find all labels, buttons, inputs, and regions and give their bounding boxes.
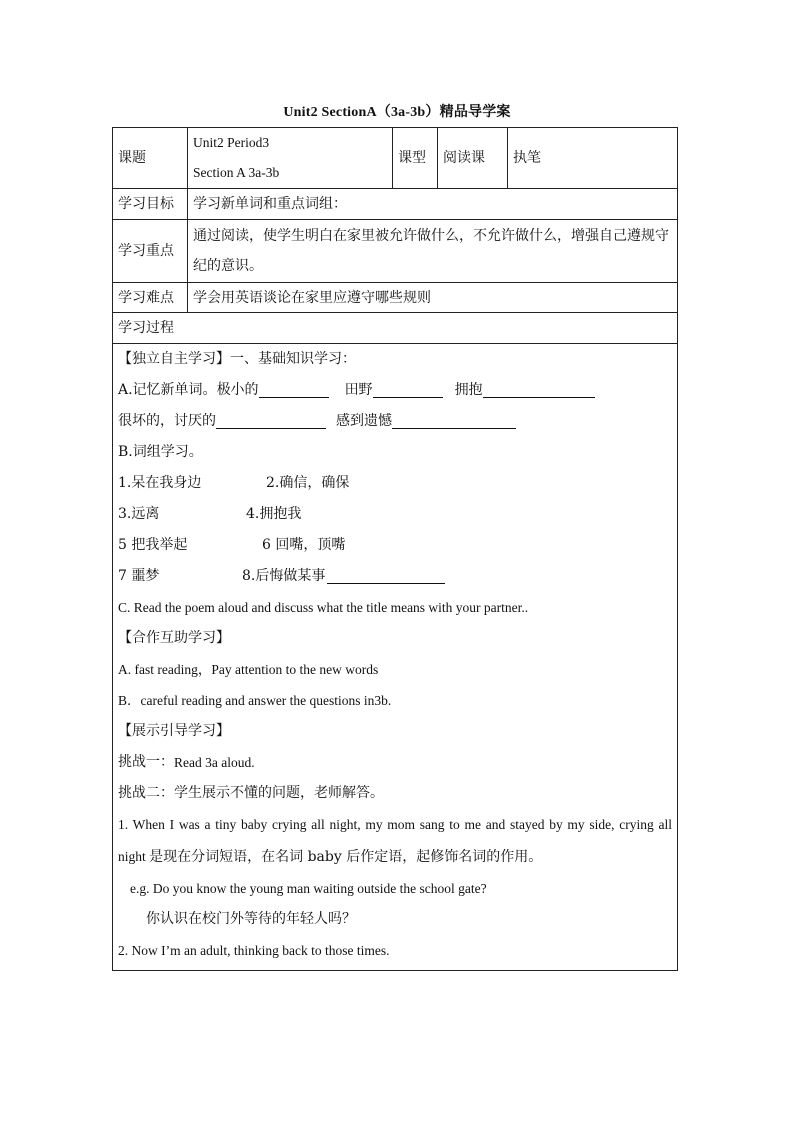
topic-value xyxy=(188,128,393,189)
phrase-2: 2.确信，确保 xyxy=(266,475,350,491)
phrase-3: 3.远离 xyxy=(118,506,160,522)
word-hug: 拥抱 xyxy=(454,382,483,398)
phrase-4: 4.拥抱我 xyxy=(246,506,302,522)
phrases-line-2 xyxy=(118,499,672,530)
type-value: 阅读课 xyxy=(438,128,508,189)
phrases-line-4 xyxy=(118,561,672,592)
key-label: 学习重点 xyxy=(113,220,188,283)
phrases-line-3 xyxy=(118,530,672,561)
section1-heading: 【独立自主学习】一、基础知识学习： xyxy=(118,351,356,367)
challenge-1-text: Read 3a aloud. xyxy=(174,755,255,770)
phrases-line-1 xyxy=(118,468,672,499)
phrases-heading: B.词组学习。 xyxy=(118,444,203,460)
blank-field[interactable] xyxy=(373,383,443,398)
section1-c: C. Read the poem aloud and discuss what the title means with your partner.. xyxy=(118,600,529,615)
goal-value: 学习新单词和重点词组： xyxy=(188,189,678,220)
lesson-plan-table xyxy=(112,127,678,971)
blank-regret-doing[interactable] xyxy=(327,569,445,584)
example-1-zh: 是现在分词短语，在名词 baby 后作定语，起修饰名词的作用。 xyxy=(149,849,543,865)
example-1 xyxy=(118,809,672,873)
blank-regret[interactable] xyxy=(392,414,516,429)
type-label: 课型 xyxy=(393,128,438,189)
section3-heading: 【展示引导学习】 xyxy=(118,723,230,739)
content-cell xyxy=(113,344,678,971)
challenge-2: 挑战二：学生展示不懂的问题，老师解答。 xyxy=(118,785,384,801)
goal-row xyxy=(113,189,678,220)
word-tiny: 极小的 xyxy=(216,382,259,398)
word-terrible: 很坏的，讨厌的 xyxy=(118,413,216,429)
topic-line-2: Section A 3a-3b xyxy=(193,165,280,180)
difficulty-value: 学会用英语谈论在家里应遵守哪些规则 xyxy=(188,283,678,313)
section2-b: B．careful reading and answer the questions in3b. xyxy=(118,693,392,708)
blank-terrible[interactable] xyxy=(216,414,326,429)
section2-a: A. fast reading，Pay attention to the new words xyxy=(118,662,379,677)
example-2: 2. Now I’m an adult, thinking back to those times. xyxy=(118,943,390,958)
phrase-5: 5 把我举起 xyxy=(118,537,188,553)
topic-label: 课题 xyxy=(113,128,188,189)
writer-label: 执笔 xyxy=(508,128,678,189)
page-title: Unit2 SectionA（3a-3b）精品导学案 xyxy=(283,105,511,120)
word-regret: 感到遗憾 xyxy=(336,413,392,429)
example-eg: e.g. Do you know the young man waiting outside the school gate? xyxy=(130,881,487,896)
new-words-line-2 xyxy=(118,406,672,437)
example-eg-zh: 你认识在校门外等待的年轻人吗？ xyxy=(146,911,356,927)
section2-heading: 【合作互助学习】 xyxy=(118,630,230,646)
topic-line-1: Unit2 Period3 xyxy=(193,135,270,150)
blank-tiny[interactable] xyxy=(259,383,329,398)
topic-row xyxy=(113,128,678,189)
word-field: 田野 xyxy=(344,382,373,398)
phrase-8: 8.后悔做某事 xyxy=(242,568,326,584)
example-1-en: 1. When I was a tiny baby crying all night, my mom sang to me and stayed by my side, crying all night xyxy=(118,817,672,864)
process-label: 学习过程 xyxy=(113,313,678,344)
process-row xyxy=(113,313,678,344)
content-row xyxy=(113,344,678,971)
challenge-1-prefix: 挑战一： xyxy=(118,754,174,770)
goal-label: 学习目标 xyxy=(113,189,188,220)
difficulty-row xyxy=(113,283,678,313)
new-words-prefix: A.记忆新单词。 xyxy=(118,382,217,398)
difficulty-label: 学习难点 xyxy=(113,283,188,313)
phrase-1: 1.呆在我身边 xyxy=(118,475,202,491)
key-value: 通过阅读，使学生明白在家里被允许做什么，不允许做什么，增强自己遵规守纪的意识。 xyxy=(188,220,678,283)
new-words-line-1 xyxy=(118,375,672,406)
phrase-6: 6 回嘴，顶嘴 xyxy=(262,537,346,553)
phrase-7: 7 噩梦 xyxy=(118,568,160,584)
blank-hug[interactable] xyxy=(483,383,595,398)
challenge-1 xyxy=(118,747,672,778)
key-row xyxy=(113,220,678,283)
